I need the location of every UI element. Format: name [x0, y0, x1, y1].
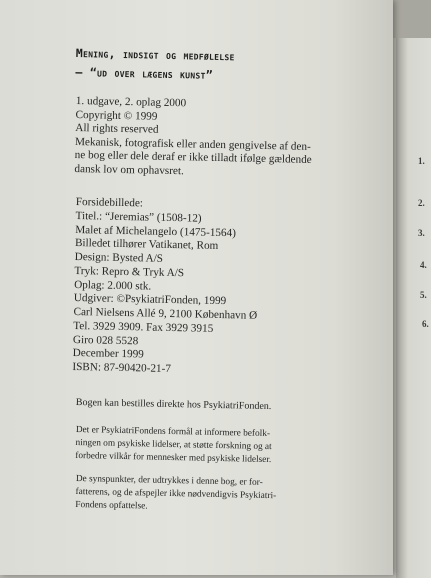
detail-line: Malet af Michelangelo (1475-1564): [75, 223, 237, 239]
detail-line: ISBN: 87-90420-21-7: [72, 360, 172, 376]
detail-line: Tryk: Repro & Tryk A/S: [74, 264, 185, 280]
detail-line: Billedet tilhører Vatikanet, Rom: [74, 237, 219, 253]
detail-line: Carl Nielsens Allé 9, 2100 København Ø: [73, 305, 258, 322]
next-page-number: 5.: [420, 290, 427, 300]
order-note: [76, 396, 272, 413]
disclaimer-block: [75, 473, 276, 516]
detail-line: Oplag: 2.000 stk.: [74, 278, 152, 293]
order-note-line: Bogen kan bestilles direkte hos PsykiatriFonden.: [75, 396, 272, 413]
edition-block: [74, 95, 313, 182]
purpose-line: Det er PsykiatriFondens formål at informere befolk-: [75, 424, 271, 440]
background-gap: [393, 0, 431, 38]
disclaimer-line: fatterens, og de afspejler ikke nødvendigvis Psykiatri-: [75, 486, 277, 501]
next-page-number: 6.: [422, 319, 429, 329]
edition-line: dansk lov om ophavsret.: [74, 162, 184, 178]
detail-line: December 1999: [72, 347, 144, 361]
title-line: Mening, indsigt og medfølelse: [75, 45, 235, 64]
detail-line: Giro 028 5528: [72, 333, 139, 347]
details-block: [72, 196, 259, 379]
book-title: [75, 44, 376, 88]
purpose-block: [75, 424, 272, 466]
detail-line: Titel.: “Jeremias” (1508-12): [75, 209, 202, 225]
adjacent-page: [396, 38, 431, 578]
edition-line: Copyright © 1999: [75, 108, 158, 123]
title-line: – “ud over lægens kunst”: [75, 64, 214, 82]
detail-line: Tel. 3929 3909. Fax 3929 3915: [73, 319, 214, 335]
next-page-number: 4.: [420, 260, 427, 270]
disclaimer-line: Fondens opfattelse.: [75, 499, 148, 512]
purpose-line: ningen om psykiske lidelser, at støtte forskning og at: [75, 437, 272, 452]
next-page-number: 2.: [418, 198, 425, 208]
edition-line: 1. udgave, 2. oplag 2000: [75, 95, 187, 110]
purpose-line: forbedre vilkår for mennesker med psykiske lidelser.: [75, 450, 272, 465]
disclaimer-line: De synspunkter, der udtrykkes i denne bog, er for-: [75, 473, 263, 488]
next-page-number: 1.: [418, 156, 425, 166]
detail-line: Forsidebillede:: [75, 196, 144, 210]
next-page-number: 3.: [418, 228, 425, 238]
edition-line: Mekanisk, fotografisk eller anden gengivelse af den-: [74, 135, 311, 153]
edition-line: All rights reserved: [75, 122, 159, 136]
detail-line: Udgiver: ©PsykiatriFonden, 1999: [73, 292, 227, 308]
edition-line: ne bog eller dele deraf er ikke tilladt ifølge gældende: [74, 149, 312, 167]
detail-line: Design: Bysted A/S: [74, 250, 164, 265]
